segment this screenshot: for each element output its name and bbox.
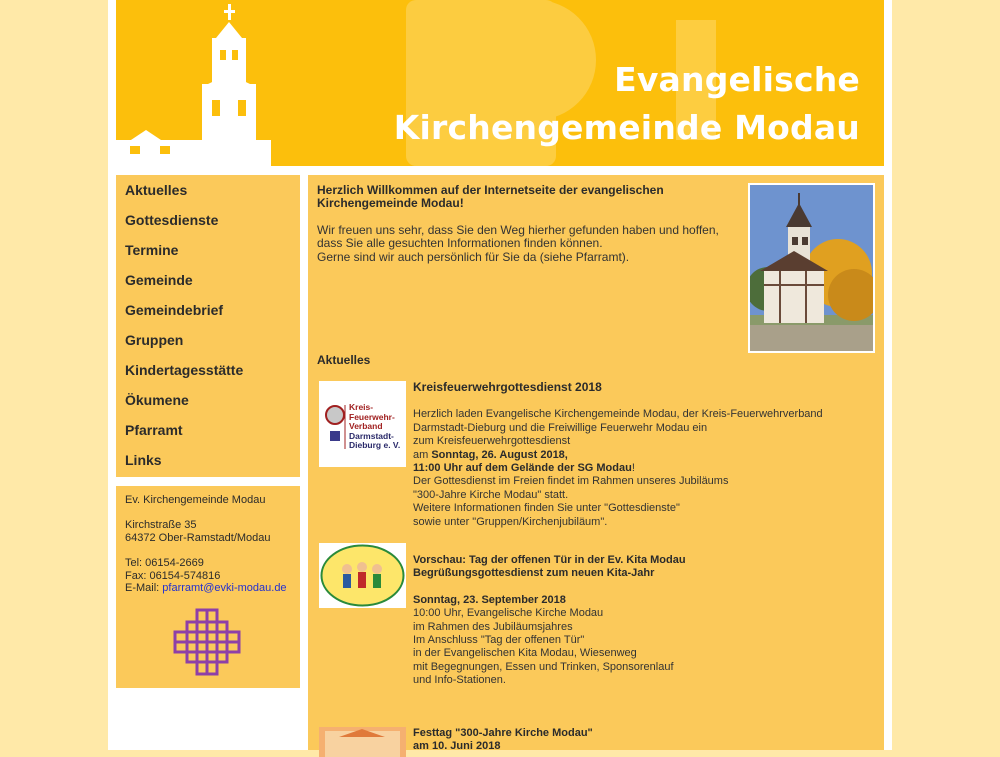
nav-item-gemeindebrief[interactable]: Gemeindebrief bbox=[125, 302, 224, 318]
news-line: Darmstadt-Dieburg und die Freiwillige Feuerwehr Modau ein bbox=[413, 421, 708, 434]
page-container bbox=[108, 0, 892, 753]
nav-item-oekumene[interactable]: Ökumene bbox=[125, 392, 189, 408]
nav-item-gottesdienste[interactable]: Gottesdienste bbox=[125, 212, 219, 228]
news-line: 11:00 Uhr auf dem Gelände der SG Modau! bbox=[413, 462, 635, 475]
main-content bbox=[308, 175, 884, 753]
contact-email-label: E-Mail: bbox=[125, 582, 163, 595]
contact-email-link[interactable]: pfarramt@evki-modau.de bbox=[162, 582, 287, 595]
news-line: "300-Jahre Kirche Modau" statt. bbox=[413, 488, 569, 501]
news-line: mit Begegnungen, Essen und Trinken, Sponsorenlauf bbox=[413, 660, 674, 673]
main-navigation bbox=[116, 175, 300, 477]
site-title-line2: Kirchengemeinde Modau bbox=[393, 108, 860, 147]
nav-item-links[interactable]: Links bbox=[125, 452, 162, 468]
news-line: Herzlich laden Evangelische Kirchengemeinde Modau, der Kreis-Feuerwehrverband bbox=[413, 408, 823, 421]
news-title: Vorschau: Tag der offenen Tür in der Ev. Kita Modau bbox=[413, 554, 686, 566]
intro-heading: Herzlich Willkommen auf der Internetseite der evangelischen Kirchengemeinde Modau! bbox=[317, 183, 664, 211]
contact-name: Ev. Kirchengemeinde Modau bbox=[125, 494, 266, 506]
news-line: und Info-Stationen. bbox=[413, 674, 506, 687]
contact-street: Kirchstraße 35 bbox=[125, 519, 197, 532]
news-item-text bbox=[413, 543, 873, 688]
news-title: Kreisfeuerwehrgottesdienst 2018 bbox=[413, 380, 602, 394]
news-line: sowie unter "Gruppen/Kirchenjubiläum". bbox=[413, 515, 608, 528]
nav-item-gemeinde[interactable]: Gemeinde bbox=[125, 272, 193, 288]
intro-para1: Wir freuen uns sehr, dass Sie den Weg hierher gefunden haben und hoffen, dass Sie alle gesuchten Informationen finden können. bbox=[317, 222, 719, 251]
intro-para2: Gerne sind wir auch persönlich für Sie da (siehe Pfarramt). bbox=[317, 249, 630, 264]
news-line: am Sonntag, 26. August 2018, bbox=[413, 448, 568, 461]
news-line: Der Gottesdienst im Freien findet im Rahmen unseres Jubiläums bbox=[413, 475, 729, 488]
contact-city: 64372 Ober-Ramstadt/Modau bbox=[125, 531, 271, 544]
contact-email-row bbox=[125, 582, 291, 595]
news-line: 10:00 Uhr, Evangelische Kirche Modau bbox=[413, 607, 604, 620]
contact-box bbox=[116, 486, 300, 688]
news-date: Sonntag, 23. September 2018 bbox=[413, 593, 566, 606]
church-photo bbox=[748, 183, 875, 353]
site-header bbox=[116, 0, 884, 166]
news-title: Festtag "300-Jahre Kirche Modau" bbox=[413, 727, 593, 739]
church-cross-logo-icon bbox=[173, 608, 241, 676]
nav-item-gruppen[interactable]: Gruppen bbox=[125, 332, 184, 348]
intro-section bbox=[317, 184, 739, 264]
festtag-thumbnail[interactable] bbox=[319, 727, 406, 757]
feuerwehr-logo-text: Kreis- Feuerwehr- Verband Darmstadt- Dieburg e. V. bbox=[349, 402, 401, 451]
news-subtitle: Begrüßungsgottesdienst zum neuen Kita-Jahr bbox=[413, 567, 655, 580]
news-line: in der Evangelischen Kita Modau, Wiesenweg bbox=[413, 647, 637, 660]
nav-item-pfarramt[interactable]: Pfarramt bbox=[125, 422, 183, 438]
nav-item-aktuelles[interactable]: Aktuelles bbox=[125, 182, 188, 198]
aktuelles-heading: Aktuelles bbox=[317, 353, 371, 367]
news-item-text bbox=[413, 381, 873, 529]
news-line: zum Kreisfeuerwehrgottesdienst bbox=[413, 435, 571, 448]
feuerwehr-logo-thumbnail[interactable] bbox=[319, 381, 406, 467]
kita-logo-thumbnail[interactable] bbox=[319, 543, 406, 608]
news-line: Weitere Informationen finden Sie unter "Gottesdienste" bbox=[413, 502, 680, 515]
news-line: im Rahmen des Jubiläumsjahres bbox=[413, 620, 573, 633]
nav-item-kindertagesstaette[interactable]: Kindertagesstätte bbox=[125, 362, 244, 378]
contact-fax: Fax: 06154-574816 bbox=[125, 569, 221, 582]
news-line: Im Anschluss "Tag der offenen Tür" bbox=[413, 634, 585, 647]
nav-item-termine[interactable]: Termine bbox=[125, 242, 179, 258]
contact-tel: Tel: 06154-2669 bbox=[125, 556, 204, 569]
site-title-line1: Evangelische bbox=[614, 60, 860, 99]
news-subtitle: am 10. Juni 2018 bbox=[413, 740, 501, 753]
